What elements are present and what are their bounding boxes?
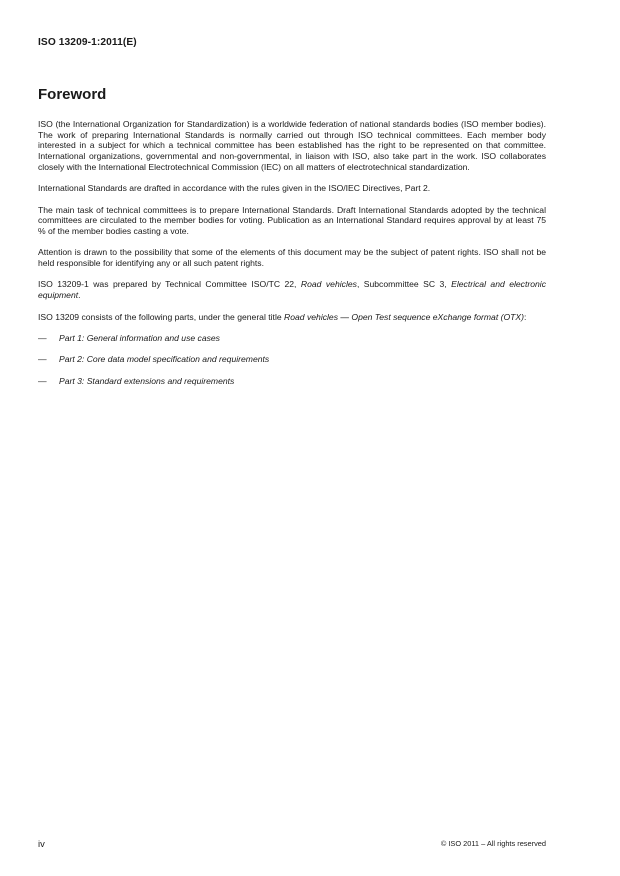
list-dash: — <box>38 375 47 386</box>
paragraph-iso-intro: ISO (the International Organization for Standardization) is a worldwide federation of national standards bodies (ISO member bodies). The work of preparing International Standards is normally carried out through ISO technical committees. Each member body interested in a subject for which a technical committee has been established has the right to be represented on that committee. International organizations, governmental and non-governmental, in liaison with ISO, also take part in the work. ISO collaborates closely with the International Electrotechnical Commission (IEC) on all matters of electrotechnical standardization. <box>38 119 546 172</box>
copyright-notice: © ISO 2011 – All rights reserved <box>440 839 546 848</box>
list-item-part-1 <box>38 333 546 344</box>
list-item-text: Part 1: General information and use cases <box>59 332 220 343</box>
paragraph-prepared-by <box>38 279 546 300</box>
list-item-part-2 <box>38 354 546 365</box>
document-id-header: ISO 13209-1:2011(E) <box>38 37 137 48</box>
prepared-by-italic-1: Road vehicles <box>300 279 357 290</box>
list-dash: — <box>38 354 47 365</box>
prepared-by-text-2: , Subcommittee SC 3, <box>356 279 452 290</box>
parts-intro-italic-1: Road vehicles — Open Test sequence eXchange format (OTX) <box>284 311 524 322</box>
foreword-content <box>38 119 546 397</box>
prepared-by-italic-2: Electrical and electronic equipment <box>38 279 546 301</box>
parts-intro-text-1: ISO 13209 consists of the following parts, under the general title <box>38 311 285 322</box>
foreword-title: Foreword <box>38 86 107 103</box>
paragraph-directives: International Standards are drafted in accordance with the rules given in the ISO/IEC Directives, Part 2. <box>38 183 431 194</box>
list-dash: — <box>38 332 47 343</box>
paragraph-patent-rights: Attention is drawn to the possibility that some of the elements of this document may be the subject of patent rights. ISO shall not be held responsible for identifying any or all such patent rights. <box>38 247 546 269</box>
page-number: iv <box>38 838 45 849</box>
parts-intro-text-2: : <box>523 311 527 322</box>
list-item-text: Part 3: Standard extensions and requirements <box>59 375 235 386</box>
list-item-text: Part 2: Core data model specification and requirements <box>59 354 270 365</box>
prepared-by-text-1: ISO 13209-1 was prepared by Technical Committee ISO/TC 22, <box>38 279 301 290</box>
prepared-by-text-3: . <box>78 290 81 301</box>
paragraph-parts-intro <box>38 312 546 323</box>
list-item-part-3 <box>38 376 546 387</box>
paragraph-technical-committees: The main task of technical committees is to prepare International Standards. Draft International Standards adopted by the technical committees are circulated to the member bodies for voting. Publication as an International Standard requires approval by at least 75 % of the member bodies casting a vote. <box>38 204 546 236</box>
